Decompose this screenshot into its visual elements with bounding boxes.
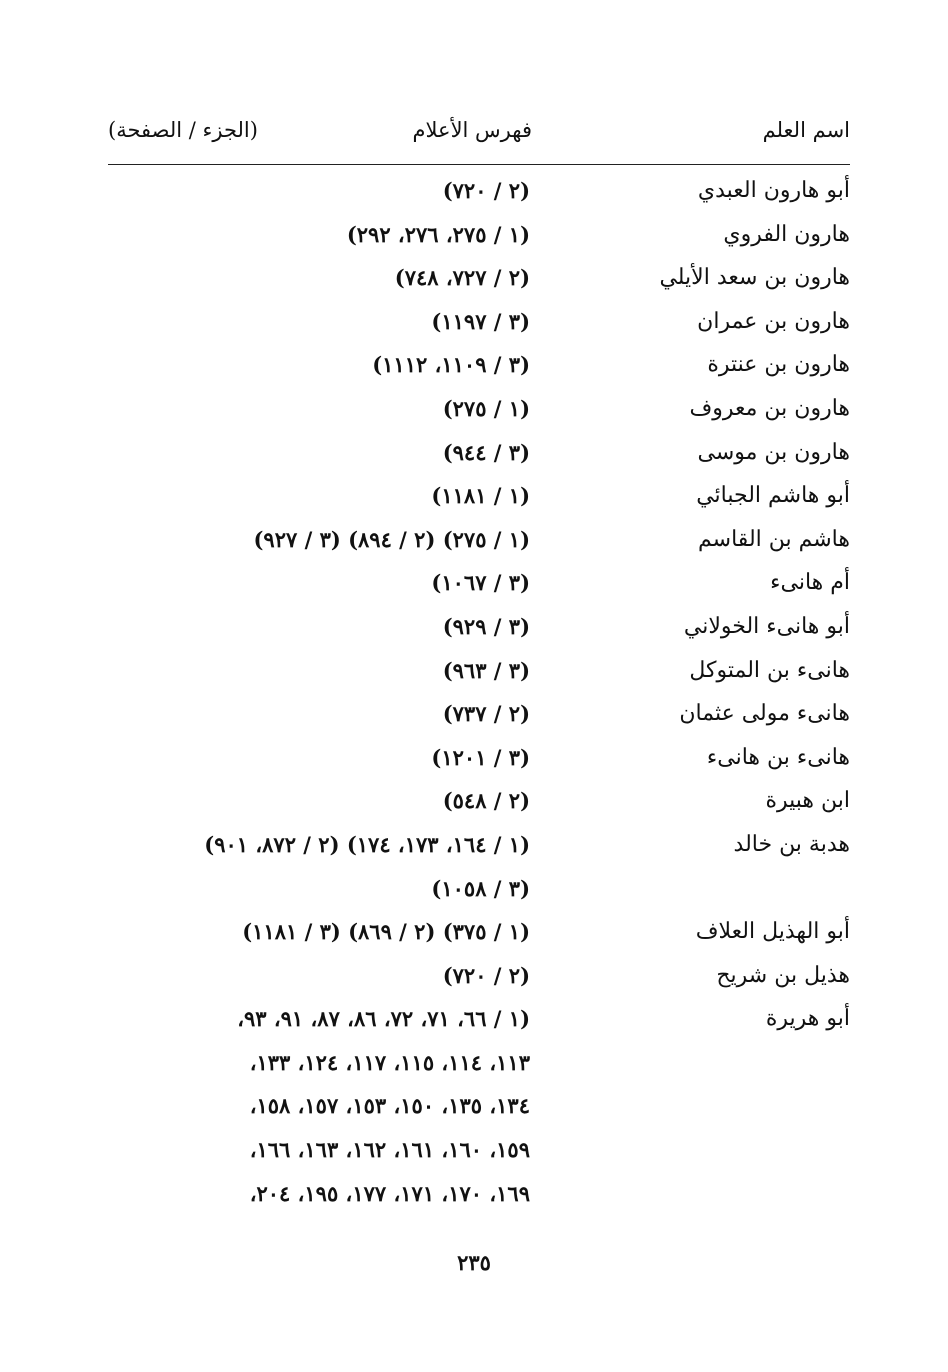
entry-name: هارون الفروي bbox=[723, 221, 850, 247]
entry-references: (١ / ٦٦، ٧١، ٧٢، ٨٦، ٨٧، ٩١، ٩٣، bbox=[237, 1006, 530, 1032]
index-entry bbox=[108, 650, 850, 694]
entry-name: هذيل بن شريح bbox=[716, 962, 850, 988]
entry-references: (١ / ١١٨١) bbox=[431, 483, 530, 509]
index-entry bbox=[108, 388, 850, 432]
entry-references: (١ / ١٦٤، ١٧٣، ١٧٤) (٢ / ٨٧٢، ٩٠١) bbox=[204, 831, 530, 857]
entry-name: هاشم بن القاسم bbox=[698, 526, 850, 552]
entry-references: (٣ / ٩٢٩) bbox=[442, 613, 530, 639]
entry-references: ١٥٩، ١٦٠، ١٦١، ١٦٢، ١٦٣، ١٦٦، bbox=[249, 1137, 530, 1163]
index-entry bbox=[108, 214, 850, 258]
index-entry bbox=[108, 824, 850, 868]
entry-name: أبو هريرة bbox=[765, 1006, 850, 1032]
index-entry bbox=[108, 519, 850, 563]
entry-references: (٣ / ٩٦٣) bbox=[442, 657, 530, 683]
entry-references: (٣ / ١١٩٧) bbox=[431, 308, 530, 334]
index-entry bbox=[108, 475, 850, 519]
entry-name: أبو هانىء الخولاني bbox=[683, 613, 850, 639]
index-entry bbox=[108, 737, 850, 781]
entry-name: أم هانىء bbox=[770, 570, 850, 596]
entry-name: هارون بن عمران bbox=[697, 308, 850, 334]
entry-references: (٣ / ١٢٠١) bbox=[431, 744, 530, 770]
entry-name: هارون بن موسى bbox=[697, 439, 850, 465]
index-entry bbox=[108, 562, 850, 606]
header-rule bbox=[108, 164, 850, 165]
entry-references: ١٣٤، ١٣٥، ١٥٠، ١٥٣، ١٥٧، ١٥٨، bbox=[249, 1093, 530, 1119]
entry-name: أبو الهذيل العلاف bbox=[695, 919, 850, 945]
entry-references: (١ / ٢٧٥) bbox=[442, 395, 530, 421]
index-entry bbox=[108, 998, 850, 1042]
index-entry bbox=[108, 170, 850, 214]
entry-name: ابن هبيرة bbox=[765, 788, 850, 814]
index-entry-continuation bbox=[108, 1085, 850, 1129]
entry-name: أبو هاشم الجبائي bbox=[696, 483, 850, 509]
index-entry bbox=[108, 344, 850, 388]
entry-references: (٢ / ٥٤٨) bbox=[442, 788, 530, 814]
reference-column-heading: (الجزء / الصفحة) bbox=[108, 118, 258, 142]
entry-references: (٣ / ١٠٦٧) bbox=[431, 570, 530, 596]
entry-name: هانىء بن هانىء bbox=[706, 744, 850, 770]
entry-name: هدبة بن خالد bbox=[733, 831, 850, 857]
index-entry bbox=[108, 911, 850, 955]
index-header bbox=[108, 118, 850, 154]
entry-name: هانىء مولى عثمان bbox=[679, 701, 850, 727]
entry-references: (٣ / ١٠٥٨) bbox=[431, 875, 530, 901]
entry-references: (١ / ٢٧٥) (٢ / ٨٩٤) (٣ / ٩٢٧) bbox=[253, 526, 530, 552]
index-entry bbox=[108, 693, 850, 737]
name-column-heading: اسم العلم bbox=[762, 118, 850, 142]
index-entry bbox=[108, 301, 850, 345]
index-entry bbox=[108, 432, 850, 476]
entry-name: هارون بن عنترة bbox=[707, 352, 850, 378]
index-entry-continuation bbox=[108, 1173, 850, 1217]
entry-references: (١ / ٣٧٥) (٢ / ٨٦٩) (٣ / ١١٨١) bbox=[242, 919, 530, 945]
index-entry-continuation bbox=[108, 1042, 850, 1086]
entry-references: (٢ / ٧٣٧) bbox=[442, 701, 530, 727]
page-number: ٢٣٥ bbox=[457, 1250, 491, 1275]
index-entry bbox=[108, 257, 850, 301]
entry-references: ١١٣، ١١٤، ١١٥، ١١٧، ١٢٤، ١٣٣، bbox=[249, 1049, 530, 1075]
index-entry bbox=[108, 780, 850, 824]
entry-references: ١٦٩، ١٧٠، ١٧١، ١٧٧، ١٩٥، ٢٠٤، bbox=[249, 1180, 530, 1206]
index-title: فهرس الأعلام bbox=[412, 118, 532, 142]
index-entry bbox=[108, 955, 850, 999]
index-entry bbox=[108, 606, 850, 650]
entry-references: (٣ / ١١٠٩، ١١١٢) bbox=[372, 352, 530, 378]
entry-references: (٢ / ٧٢٠) bbox=[442, 178, 530, 203]
index-entry-continuation bbox=[108, 1129, 850, 1173]
entry-name: هارون بن سعد الأيلي bbox=[659, 265, 850, 291]
index-entry-continuation bbox=[108, 868, 850, 912]
entry-references: (١ / ٢٧٥، ٢٧٦، ٢٩٢) bbox=[346, 221, 530, 247]
entry-name: هارون بن معروف bbox=[689, 395, 850, 421]
entry-name: هانىء بن المتوكل bbox=[689, 657, 850, 683]
entry-name: أبو هارون العبدي bbox=[697, 178, 850, 203]
entry-references: (٢ / ٧٢٠) bbox=[442, 962, 530, 988]
index-entries bbox=[108, 170, 850, 1216]
entry-references: (٣ / ٩٤٤) bbox=[442, 439, 530, 465]
entry-references: (٢ / ٧٢٧، ٧٤٨) bbox=[394, 265, 530, 291]
